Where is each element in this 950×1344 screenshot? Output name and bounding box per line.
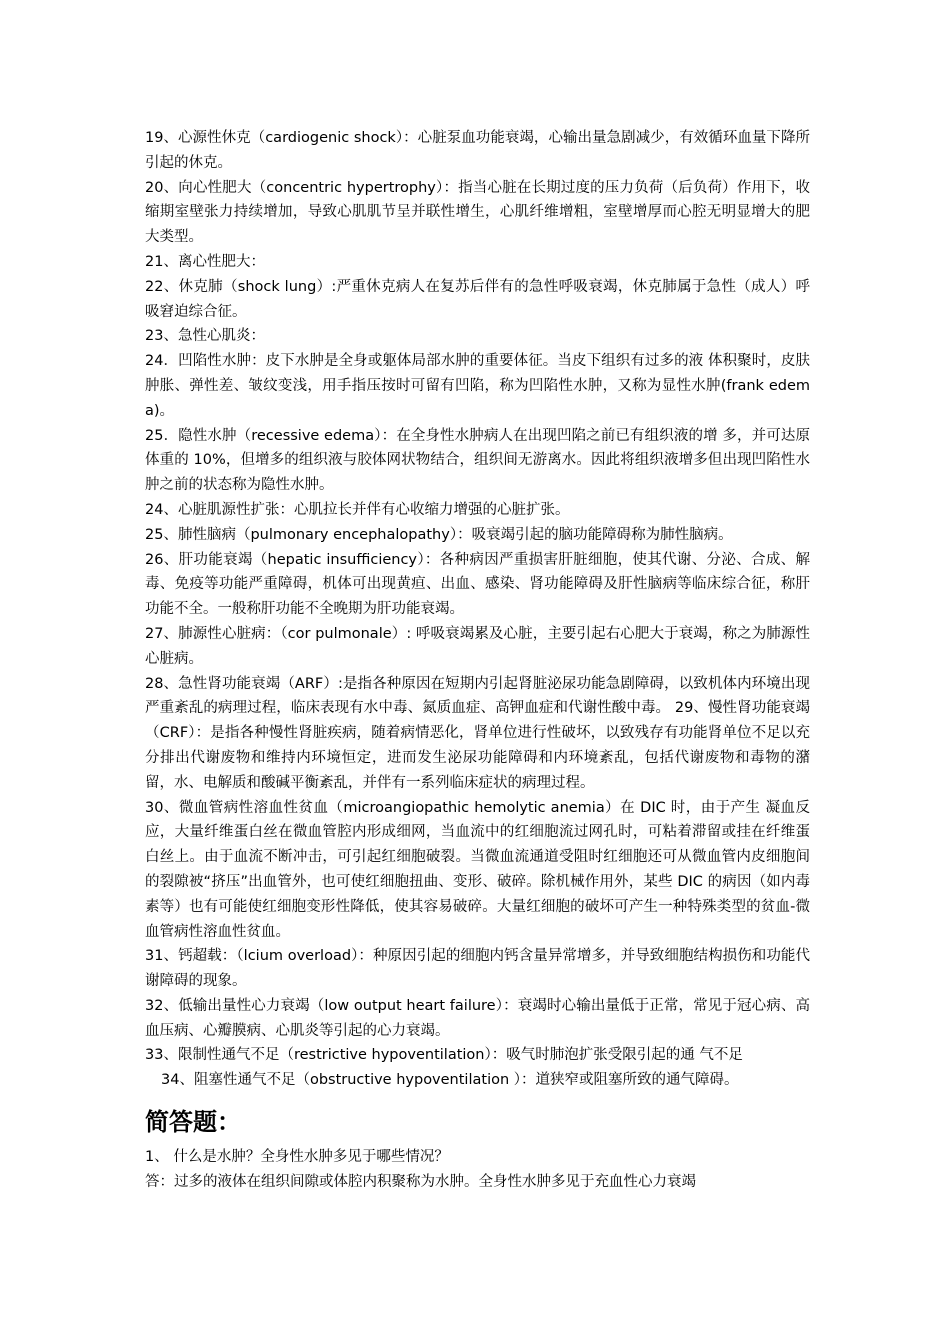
term-30-microangiopathic-anemia: 30、微血管病性溶血性贫血（microangiopathic hemolytic anemia）在 DIC 时，由于产生 凝血反应，大量纤维蛋白丝在微血管腔内形成细网，当血流中的红细胞流过网孔时，可粘着滞留或挂在纤维蛋白丝上。由于血流不断冲击，可引起红细胞破裂。当微血流通道受阻时红细胞还可从微血管内皮细胞间的裂隙被“挤压”出血管外，也可使红细胞扭曲、变形、破碎。除机械作用外，某些 DIC 的病因（如内毒素等）也有可能使红细胞变形性降低，使其容易破碎。大量红细胞的破坏可产生一种特殊类型的贫血-微血管病性溶血性贫血。 bbox=[145, 799, 810, 940]
term-20-concentric-hypertrophy: 20、向心性肥大（concentric hypertrophy）：指当心脏在长期过度的压力负荷（后负荷）作用下，收缩期室壁张力持续增加，导致心肌肌节呈并联性增生，心肌纤维增粗，室壁增厚而心腔无明显增大的肥大类型。 bbox=[145, 179, 810, 246]
term-23-acute-myocarditis: 23、急性心肌炎： bbox=[145, 328, 265, 345]
term-25-pulmonary-encephalopathy: 25、肺性脑病（pulmonary encephalopathy）：吸衰竭引起的脑功能障碍称为肺性脑病。 bbox=[145, 526, 733, 543]
term-26-hepatic-insufficiency: 26、肝功能衰竭（hepatic insufficiency）：各种病因严重损害肝脏细胞，使其代谢、分泌、合成、解毒、免疫等功能严重障碍，机体可出现黄疸、出血、感染、肾功能障碍及肝性脑病等临床综合征，称肝功能不全。一般称肝功能不全晚期为肝功能衰竭。 bbox=[145, 551, 810, 618]
term-21-eccentric-hypertrophy: 21、离心性肥大： bbox=[145, 253, 265, 270]
term-22-shock-lung: 22、休克肺（shock lung）:严重休克病人在复苏后伴有的急性呼吸衰竭，休克肺属于急性（成人）呼吸窘迫综合征。 bbox=[145, 278, 810, 320]
term-24-pitting-edema: 24．凹陷性水肿：皮下水肿是全身或躯体局部水肿的重要体征。当皮下组织有过多的液 体积聚时，皮肤肿胀、弹性差、皱纹变浅，用手指压按时可留有凹陷，称为凹陷性水肿，又称为显性水肿(frank edema)。 bbox=[145, 353, 810, 419]
term-19-cardiogenic-shock: 19、心源性休克（cardiogenic shock）：心脏泵血功能衰竭，心输出量急剧减少，有效循环血量下降所引起的休克。 bbox=[145, 130, 810, 171]
term-28-29-renal-failure: 28、急性肾功能衰竭（ARF）:是指各种原因在短期内引起肾脏泌尿功能急剧障碍，以致机体内环境出现严重紊乱的病理过程，临床表现有水中毒、氮质血症、高钾血症和代谢性酸中毒。 29、慢性肾功能衰竭（CRF）：是指各种慢性肾脏疾病，随着病情恶化，肾单位进行性破坏，以致残存有功能肾单位不足以充分排出代谢废物和维持内环境恒定，进而发生泌尿功能障碍和内环境紊乱，包括代谢废物和毒物的潴留，水、电解质和酸碱平衡紊乱，并伴有一系列临床症状的病理过程。 bbox=[145, 675, 810, 791]
term-31-calcium-overload: 31、钙超载：（lcium overload）：种原因引起的细胞内钙含量异常增多，并导致细胞结构损伤和功能代谢障碍的现象。 bbox=[145, 948, 810, 990]
section-heading-short-answer: 简答题： bbox=[145, 1107, 241, 1137]
term-25-recessive-edema: 25．隐性水肿（recessive edema）：在全身性水肿病人在出现凹陷之前已有组织液的增 多，并可达原体重的 10%，但增多的组织液与胶体网状物结合，组织间无游离水。因此将组织液增多但出现凹陷性水肿之前的状态称为隐性水肿。 bbox=[145, 427, 810, 494]
term-27-cor-pulmonale: 27、肺源性心脏病：（cor pulmonale）: 呼吸衰竭累及心脏，主要引起右心肥大于衰竭，称之为肺源性心脏病。 bbox=[145, 625, 810, 667]
term-24-myogenic-dilation: 24、心脏肌源性扩张：心肌拉长并伴有心收缩力增强的心脏扩张。 bbox=[145, 501, 570, 518]
term-34-obstructive-hypoventilation: 34、阻塞性通气不足（obstructive hypoventilation ）：道狭窄或阻塞所致的通气障碍。 bbox=[161, 1072, 739, 1089]
document-body bbox=[145, 126, 810, 1195]
term-33-restrictive-hypoventilation: 33、限制性通气不足（restrictive hypoventilation）：吸气时肺泡扩张受限引起的通 气不足 bbox=[145, 1047, 743, 1064]
answer-1: 答：过多的液体在组织间隙或体腔内积聚称为水肿。全身性水肿多见于充血性心力衰竭 bbox=[145, 1173, 696, 1190]
question-1: 1、 什么是水肿？全身性水肿多见于哪些情况？ bbox=[145, 1149, 449, 1166]
term-32-low-output-heart-failure: 32、低输出量性心力衰竭（low output heart failure）：衰竭时心输出量低于正常，常见于冠心病、高血压病、心瓣膜病、心肌炎等引起的心力衰竭。 bbox=[145, 997, 810, 1039]
